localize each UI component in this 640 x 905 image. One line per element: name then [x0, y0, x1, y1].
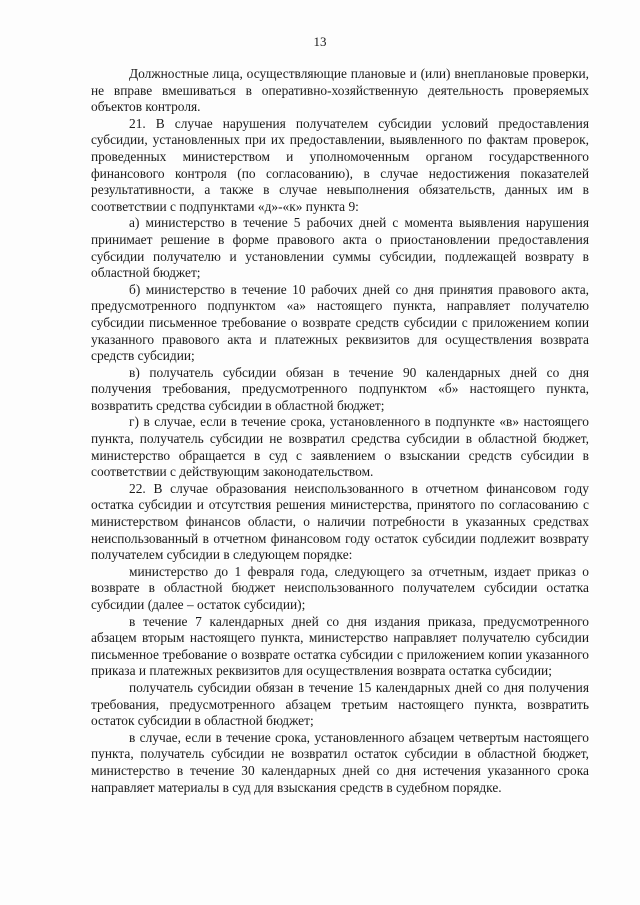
paragraph-22-return: получатель субсидии обязан в течение 15 календарных дней со дня получения требования, предусмотренного абзацем третьим настоящего пункта, возвратить остаток субсидии в областной бюджет; — [91, 679, 589, 729]
paragraph-21-a: а) министерство в течение 5 рабочих дней с момента выявления нарушения принимает решение в форме правового акта о приостановлении предоставления субсидии получателю и установлении суммы субсидии, подлежащей возврату в областной бюджет; — [91, 215, 589, 281]
paragraph-21-b: б) министерство в течение 10 рабочих дней со дня принятия правового акта, предусмотренного подпунктом «а» настоящего пункта, направляет получателю субсидии письменное требование о возврате средств субсидии с приложением копии указанного правового акта и платежных реквизитов для осуществления возврата средств субсидии; — [91, 281, 589, 364]
paragraph-22-intro: 22. В случае образования неиспользованного в отчетном финансовом году остатка субсидии и отсутствия решения министерства, принятого по согласованию с министерством финансов области, о наличии потребности в указанных средствах неиспользованный в отчетном финансовом году остаток субсидии подлежит возврату получателем субсидии в следующем порядке: — [91, 480, 589, 563]
page-number: 13 — [313, 34, 327, 49]
paragraph-21-intro: 21. В случае нарушения получателем субсидии условий предоставления субсидии, установленных при их предоставлении, выявленного по фактам проверок, проведенных министерством и уполномоченным органом государственного финансового контроля (по согласованию), в случае недостижения показателей результативности, а также в случае невыполнения обязательств, данных им в соответствии с подпунктами «д»-«к» пункта 9: — [91, 115, 589, 214]
paragraph-inspectors: Должностные лица, осуществляющие плановые и (или) внеплановые проверки, не вправе вмешиваться в оперативно-хозяйственную деятельность проверяемых объектов контроля. — [91, 66, 589, 115]
paragraph-21-v: в) получатель субсидии обязан в течение 90 календарных дней со дня получения требования, предусмотренного подпунктом «б» настоящего пункта, возвратить средства субсидии в областной бюджет; — [91, 364, 589, 413]
paragraph-22-order: министерство до 1 февраля года, следующего за отчетным, издает приказ о возврате в областной бюджет неиспользованного получателем субсидии остатка субсидии (далее – остаток субсидии); — [91, 563, 589, 612]
paragraph-21-g: г) в случае, если в течение срока, установленного в подпункте «в» настоящего пункта, получатель субсидии не возвратил средства субсидии в областной бюджет, министерство обращается в суд с заявлением о взыскании средств субсидии в соответствии с действующим законодательством. — [91, 414, 589, 480]
paragraph-22-court: в случае, если в течение срока, установленного абзацем четвертым настоящего пункта, получатель субсидии не возвратил остаток субсидии в областной бюджет, министерство в течение 30 календарных дней со дня истечения указанного срока направляет материалы в суд для взыскания средств в судебном порядке. — [91, 729, 589, 795]
document-body — [91, 66, 589, 796]
paragraph-22-requirement: в течение 7 календарных дней со дня издания приказа, предусмотренного абзацем вторым настоящего пункта, министерство направляет получателю субсидии письменное требование о возврате остатка субсидии с приложением копии указанного приказа и платежных реквизитов для осуществления возврата остатка субсидии; — [91, 613, 589, 679]
